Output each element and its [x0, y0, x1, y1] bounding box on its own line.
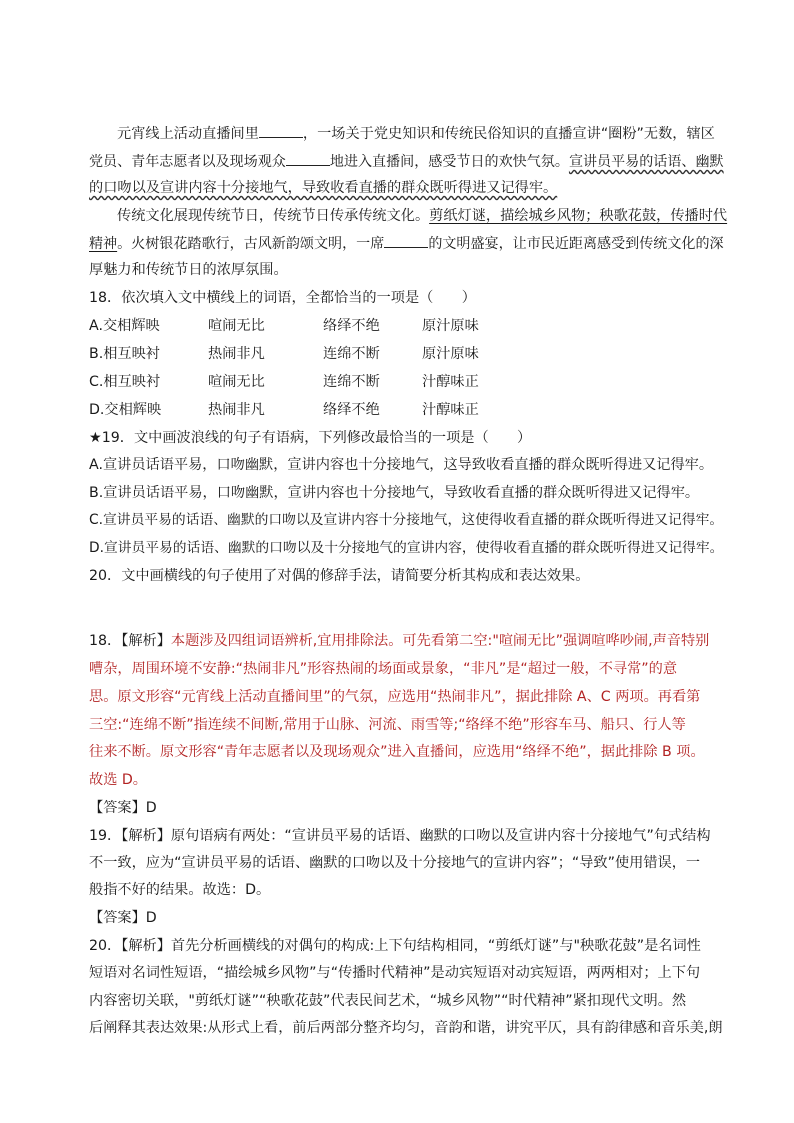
- passage-p1-line2: 党员、青年志愿者以及现场观众 地进入直播间，感受节日的欢快气氛。宣讲员平易的话语、幽默: [89, 151, 728, 172]
- a18-line3: 思。原文形容“元宵线上活动直播间里”的气氛，应选用“热闹非凡”，据此排除 A、C 两项。再看第: [89, 689, 701, 705]
- a20-line4: 后阐释其表达效果:从形式上看，前后两部分整齐均匀，音韵和谐，讲究平仄，具有韵律感和音乐美,朗: [89, 1020, 723, 1036]
- a19-line3: 般指不好的结果。故选：D。: [89, 882, 271, 898]
- a18-line5: 往来不断。原文形容“青年志愿者以及现场观众”进入直播间，应选用“络绎不绝”，据此排除 B 项。: [89, 744, 705, 760]
- passage-p2-line3: 厚魅力和传统节日的浓厚氛围。: [89, 262, 288, 278]
- a18-line2: 嘈杂，周围环境不安静:“热闹非凡”形容热闹的场面或景象，“非凡”是“超过一般，不寻常”的意: [89, 661, 678, 677]
- passage-p2-line2: 精神。火树银花踏歌行，古风新韵颂文明，一席 的文明盛宴，让市民近距离感受到传统文化的深: [89, 233, 728, 254]
- a19-answer: 【答案】D: [89, 910, 157, 926]
- a20-line2: 短语对名词性短语，“描绘城乡风物”与“传播时代精神”是动宾短语对动宾短语，两两相对；上下句: [89, 965, 701, 981]
- q19-option-b: B.宣讲员话语平易，口吻幽默，宣讲内容也十分接地气，导致收看直播的群众既听得进又记得牢。: [89, 485, 700, 501]
- q19-option-c: C.宣讲员平易的话语、幽默的口吻以及宣讲内容十分接地气，这使得收看直播的群众既听得进又记得牢。: [89, 512, 724, 528]
- wavy-sentence-part1: 宣讲员平易的话语、幽默: [568, 154, 724, 170]
- a19-line1: 19．【解析】原句语病有两处：“宣讲员平易的话语、幽默的口吻以及宣讲内容十分接地气”句式结构: [89, 828, 711, 844]
- q19-option-a: A.宣讲员话语平易，口吻幽默，宣讲内容也十分接地气，这导致收看直播的群众既听得进又记得牢。: [89, 457, 714, 473]
- a20-line1: 20．【解析】首先分析画横线的对偶句的构成:上下句结构相同，“剪纸灯谜”与"秧歌花鼓”是名词性: [89, 938, 701, 954]
- a18-answer: 【答案】D: [89, 800, 157, 816]
- a20-line3: 内容密切关联，"剪纸灯谜”“秧歌花鼓”代表民间艺术，“城乡风物”“时代精神”紧扣现代文明。然: [89, 993, 687, 1009]
- a19-tag: 19．【解析】: [89, 828, 171, 844]
- underlined-sentence-part2: 精神: [89, 236, 118, 252]
- blank-1: [259, 123, 303, 138]
- passage-p2-line1: 传统文化展现传统节日，传统节日传承传统文化。剪纸灯谜，描绘城乡风物；秧歌花鼓，传播时代: [117, 208, 728, 224]
- a18-line6: 故选 D。: [89, 772, 147, 788]
- q19-option-d: D.宣讲员平易的话语、幽默的口吻以及十分接地气的宣讲内容，使得收看直播的群众既听得进又记得牢。: [89, 540, 724, 556]
- a18-line4: 三空:“连绵不断”指连续不间断,常用于山脉、河流、雨雪等;“络绎不绝”形容车马、船只、行人等: [89, 717, 686, 733]
- q19-stem: ★19．文中画波浪线的句子有语病，下列修改最恰当的一项是（ ）: [89, 430, 532, 446]
- document-page: 元宵线上活动直播间里 ，一场关于党史知识和传统民俗知识的直播宣讲“圈粉”无数，辖区 党员、青年志愿者以及现场观众 地进入直播间，感受节日的欢快气氛。宣讲员平易的话语、幽默 的口吻以及宣讲内容十分接地气，导致收看直播的群众既听得进又记得牢。 传统文化展现传统节日，传统节日传承传统文化。剪纸灯谜，描绘城乡风物；秧歌花鼓，传播时代 精神。火树银花踏歌行，古风新韵颂文明，一席 的文明盛宴，让市民近距离感受到传统文化的深 厚魅力和传统节日的浓厚氛围。 18．依次填入文中横线上的词语，全都恰当的一项是（ ） A.交相辉映 喧闹无比 络绎不绝 原汁原味 B.相互映衬 热闹非凡 连绵不断 原汁原味 C.相互映衬 喧闹无比 连绵不断 汁醇味正 D.交相辉映 热闹非凡 络绎不绝 汁醇味正 ★19．文中画波浪线的句子有语病，下列修改最恰当的一项是（ ） A.宣讲员话语平易，口吻幽默，宣讲内容也十分接地气，这导致收看直播的群众既听得进又记得牢。 B.宣讲员话语平易，口吻幽默，宣讲内容也十分接地气，导致收看直播的群众既听得进又记得牢。 C.宣讲员平易的话语、幽默的口吻以及宣讲内容十分接地气，这使得收看直播的群众既听得进又记得牢。 D.宣讲员平易的话语、幽默的口吻以及十分接地气的宣讲内容，使得收看直播的群众既听得进又记得牢。 20．文中画横线的句子使用了对偶的修辞手法，请简要分析其构成和表达效果。 18．【解析】本题涉及四组词语辨析,宜用排除法。可先看第二空:"喧闹无比”强调喧哗吵闹,声音特别 嘈杂，周围环境不安静:“热闹非凡”形容热闹的场面或景象，“非凡”是“超过一般，不寻常”的意 思。原文形容“元宵线上活动直播间里”的气氛，应选用“热闹非凡”，据此排除 A、C 两项。再看第 三空:“连绵不断”指连续不间断,常用于山脉、河流、雨雪等;“络绎不绝”形容车马、船只、行人等 往来不断。原文形容“青年志愿者以及现场观众”进入直播间，应选用“络绎不绝”，据此排除 B 项。 故选 D。 【答案】D 19．【解析】原句语病有两处：“宣讲员平易的话语、幽默的口吻以及宣讲内容十分接地气”句式结构 不一致，应为“宣讲员平易的话语、幽默的口吻以及十分接地气的宣讲内容”；“导致”使用错误，一 般指不好的结果。故选：D。 【答案】D 20．【解析】首先分析画横线的对偶句的构成:上下句结构相同，“剪纸灯谜”与"秧歌花鼓”是名词性 短语对名词性短语，“描绘城乡风物”与“传播时代精神”是动宾短语对动宾短语，两两相对；上下句 内容密切关联，"剪纸灯谜”“秧歌花鼓”代表民间艺术，“城乡风物”“时代精神”紧扣现代文明。然 后阐释其表达效果:从形式上看，前后两部分整齐均匀，音韵和谐，讲究平仄，具有韵律感和音乐美,朗: [0, 0, 794, 1123]
- passage-p1-line1: 元宵线上活动直播间里 ，一场关于党史知识和传统民俗知识的直播宣讲“圈粉”无数，辖区: [117, 123, 728, 144]
- q18-stem: 18．依次填入文中横线上的词语，全都恰当的一项是（ ）: [89, 290, 476, 306]
- blank-2: [286, 151, 330, 166]
- wavy-sentence-part2: 的口吻以及宣讲内容十分接地气，导致收看直播的群众既听得进又记得牢。: [89, 180, 558, 196]
- a19-line2: 不一致，应为“宣讲员平易的话语、幽默的口吻以及十分接地气的宣讲内容”；“导致”使用错误，一: [89, 855, 701, 871]
- passage-p1-line3: [89, 178, 728, 198]
- a18-tag: 18．【解析】: [89, 633, 171, 649]
- a18-line1: 18．【解析】本题涉及四组词语辨析,宜用排除法。可先看第二空:"喧闹无比”强调喧哗吵闹,声音特别: [89, 633, 710, 649]
- a20-tag: 20．【解析】: [89, 938, 171, 954]
- underlined-sentence-part1: 剪纸灯谜，描绘城乡风物；秧歌花鼓，传播时代: [429, 208, 728, 224]
- blank-3: [384, 233, 428, 248]
- q20-stem: 20．文中画横线的句子使用了对偶的修辞手法，请简要分析其构成和表达效果。: [89, 568, 590, 584]
